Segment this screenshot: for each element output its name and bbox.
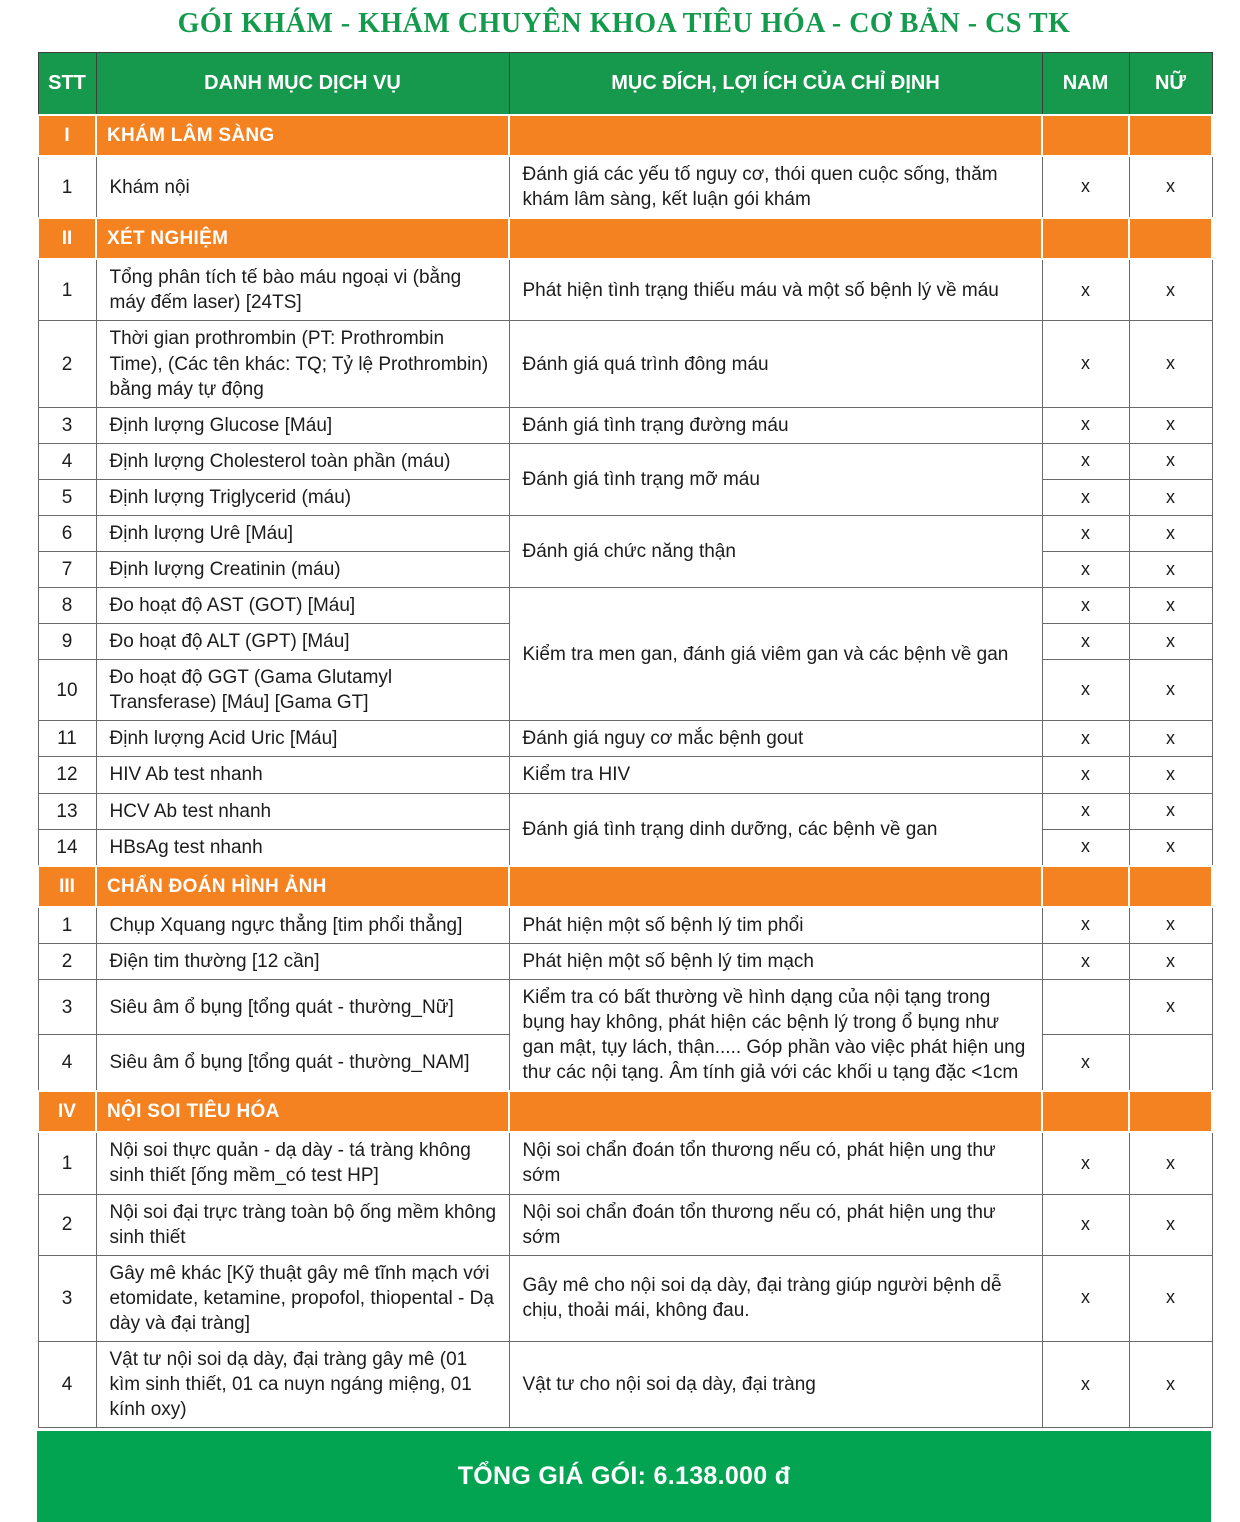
section-empty-cell xyxy=(1129,866,1212,907)
nu-mark-cell: x xyxy=(1129,721,1212,757)
stt-cell: 1 xyxy=(38,1132,96,1194)
table-body xyxy=(38,115,1212,1428)
service-name-cell: Vật tư nội soi dạ dày, đại tràng gây mê (01 kìm sinh thiết, 01 ca nuyn ngáng miệng, 01 kính oxy) xyxy=(96,1341,509,1427)
section-empty-cell xyxy=(1129,218,1212,259)
nam-mark-cell: x xyxy=(1042,829,1129,866)
service-name-cell: Gây mê khác [Kỹ thuật gây mê tĩnh mạch với etomidate, ketamine, propofol, thiopental - Dạ dày và đại tràng] xyxy=(96,1255,509,1341)
stt-cell: 10 xyxy=(38,660,96,721)
stt-cell: 8 xyxy=(38,588,96,624)
stt-cell: 7 xyxy=(38,552,96,588)
table-header-row xyxy=(38,53,1212,116)
nu-mark-cell: x xyxy=(1129,624,1212,660)
nam-mark-cell: x xyxy=(1042,624,1129,660)
section-name-cell: CHẨN ĐOÁN HÌNH ẢNH xyxy=(96,866,509,907)
nam-mark-cell: x xyxy=(1042,259,1129,321)
column-header-nam: NAM xyxy=(1042,53,1129,116)
package-table xyxy=(37,52,1213,1428)
purpose-cell: Phát hiện một số bệnh lý tim phổi xyxy=(509,907,1042,944)
stt-cell: 3 xyxy=(38,407,96,443)
nam-mark-cell: x xyxy=(1042,660,1129,721)
section-row xyxy=(38,115,1212,156)
nam-mark-cell: x xyxy=(1042,407,1129,443)
nam-mark-cell: x xyxy=(1042,1341,1129,1427)
stt-cell: 4 xyxy=(38,1035,96,1091)
total-price-text: TỔNG GIÁ GÓI: 6.138.000 đ xyxy=(457,1462,791,1491)
service-row xyxy=(38,1194,1212,1255)
service-name-cell: Định lượng Urê [Máu] xyxy=(96,515,509,551)
purpose-cell: Đánh giá các yếu tố nguy cơ, thói quen cuộc sống, thăm khám lâm sàng, kết luận gói khám xyxy=(509,156,1042,218)
stt-cell: 12 xyxy=(38,757,96,793)
service-row xyxy=(38,721,1212,757)
stt-cell: 11 xyxy=(38,721,96,757)
purpose-cell: Nội soi chẩn đoán tổn thương nếu có, phát hiện ung thư sớm xyxy=(509,1132,1042,1194)
nu-mark-cell: x xyxy=(1129,321,1212,407)
nu-mark-cell: x xyxy=(1129,259,1212,321)
nam-mark-cell: x xyxy=(1042,515,1129,551)
purpose-cell: Đánh giá quá trình đông máu xyxy=(509,321,1042,407)
purpose-cell: Vật tư cho nội soi dạ dày, đại tràng xyxy=(509,1341,1042,1427)
stt-cell: 1 xyxy=(38,156,96,218)
service-name-cell: Định lượng Acid Uric [Máu] xyxy=(96,721,509,757)
nu-mark-cell: x xyxy=(1129,660,1212,721)
service-row xyxy=(38,443,1212,479)
nam-mark-cell: x xyxy=(1042,943,1129,979)
service-row xyxy=(38,793,1212,829)
stt-cell: 2 xyxy=(38,1194,96,1255)
service-name-cell: Siêu âm ổ bụng [tổng quát - thường_Nữ] xyxy=(96,979,509,1035)
purpose-cell: Nội soi chẩn đoán tổn thương nếu có, phát hiện ung thư sớm xyxy=(509,1194,1042,1255)
page-title: GÓI KHÁM - KHÁM CHUYÊN KHOA TIÊU HÓA - CƠ BẢN - CS TK xyxy=(177,8,1071,39)
nu-mark-cell: x xyxy=(1129,552,1212,588)
section-numeral-cell: II xyxy=(38,218,96,259)
stt-cell: 1 xyxy=(38,259,96,321)
nu-mark-cell: x xyxy=(1129,407,1212,443)
nu-mark-cell: x xyxy=(1129,515,1212,551)
section-numeral-cell: IV xyxy=(38,1091,96,1132)
section-numeral-cell: I xyxy=(38,115,96,156)
nam-mark-cell: x xyxy=(1042,321,1129,407)
purpose-cell: Đánh giá nguy cơ mắc bệnh gout xyxy=(509,721,1042,757)
stt-cell: 4 xyxy=(38,443,96,479)
purpose-cell: Đánh giá tình trạng dinh dưỡng, các bệnh về gan xyxy=(509,793,1042,866)
service-name-cell: Đo hoạt độ ALT (GPT) [Máu] xyxy=(96,624,509,660)
service-name-cell: HIV Ab test nhanh xyxy=(96,757,509,793)
nam-mark-cell: x xyxy=(1042,1194,1129,1255)
service-name-cell: Điện tim thường [12 cần] xyxy=(96,943,509,979)
nu-mark-cell: x xyxy=(1129,1132,1212,1194)
nu-mark-cell: x xyxy=(1129,793,1212,829)
stt-cell: 1 xyxy=(38,907,96,944)
nu-mark-cell: x xyxy=(1129,1255,1212,1341)
service-name-cell: Định lượng Triglycerid (máu) xyxy=(96,479,509,515)
nu-mark-cell: x xyxy=(1129,979,1212,1035)
service-name-cell: Đo hoạt độ AST (GOT) [Máu] xyxy=(96,588,509,624)
column-header-nu: NỮ xyxy=(1129,53,1212,116)
section-empty-cell xyxy=(1129,1091,1212,1132)
nam-mark-cell: x xyxy=(1042,1255,1129,1341)
stt-cell: 13 xyxy=(38,793,96,829)
service-row xyxy=(38,1132,1212,1194)
section-empty-cell xyxy=(509,1091,1042,1132)
service-name-cell: Siêu âm ổ bụng [tổng quát - thường_NAM] xyxy=(96,1035,509,1091)
service-name-cell: Khám nội xyxy=(96,156,509,218)
nu-mark-cell: x xyxy=(1129,156,1212,218)
nam-mark-cell: x xyxy=(1042,552,1129,588)
service-row xyxy=(38,588,1212,624)
section-row xyxy=(38,1091,1212,1132)
stt-cell: 9 xyxy=(38,624,96,660)
service-row xyxy=(38,156,1212,218)
nam-mark-cell: x xyxy=(1042,793,1129,829)
stt-cell: 14 xyxy=(38,829,96,866)
nu-mark-cell: x xyxy=(1129,829,1212,866)
nam-mark-cell: x xyxy=(1042,1035,1129,1091)
service-name-cell: Chụp Xquang ngực thẳng [tim phổi thẳng] xyxy=(96,907,509,944)
purpose-cell: Đánh giá tình trạng mỡ máu xyxy=(509,443,1042,515)
nam-mark-cell: x xyxy=(1042,479,1129,515)
section-row xyxy=(38,218,1212,259)
service-row xyxy=(38,515,1212,551)
purpose-cell: Kiểm tra men gan, đánh giá viêm gan và các bệnh về gan xyxy=(509,588,1042,721)
section-empty-cell xyxy=(1042,1091,1129,1132)
service-row xyxy=(38,907,1212,944)
nu-mark-cell: x xyxy=(1129,479,1212,515)
nam-mark-cell: x xyxy=(1042,1132,1129,1194)
section-empty-cell xyxy=(509,218,1042,259)
service-name-cell: Nội soi đại trực tràng toàn bộ ống mềm không sinh thiết xyxy=(96,1194,509,1255)
service-row xyxy=(38,1255,1212,1341)
section-name-cell: XÉT NGHIỆM xyxy=(96,218,509,259)
section-name-cell: KHÁM LÂM SÀNG xyxy=(96,115,509,156)
service-name-cell: Định lượng Cholesterol toàn phần (máu) xyxy=(96,443,509,479)
service-name-cell: Định lượng Glucose [Máu] xyxy=(96,407,509,443)
section-empty-cell xyxy=(1042,866,1129,907)
purpose-cell: Phát hiện tình trạng thiếu máu và một số bệnh lý về máu xyxy=(509,259,1042,321)
nu-mark-cell: x xyxy=(1129,443,1212,479)
nu-mark-cell: x xyxy=(1129,907,1212,944)
purpose-cell: Gây mê cho nội soi dạ dày, đại tràng giúp người bệnh dễ chịu, thoải mái, không đau. xyxy=(509,1255,1042,1341)
stt-cell: 2 xyxy=(38,943,96,979)
section-empty-cell xyxy=(1129,115,1212,156)
nu-mark-cell: x xyxy=(1129,1341,1212,1427)
service-row xyxy=(38,407,1212,443)
nam-mark-cell: x xyxy=(1042,757,1129,793)
nam-mark-cell: x xyxy=(1042,443,1129,479)
section-empty-cell xyxy=(509,115,1042,156)
nam-mark-cell: x xyxy=(1042,588,1129,624)
nu-mark-cell: x xyxy=(1129,943,1212,979)
service-row xyxy=(38,321,1212,407)
stt-cell: 3 xyxy=(38,1255,96,1341)
stt-cell: 5 xyxy=(38,479,96,515)
section-name-cell: NỘI SOI TIÊU HÓA xyxy=(96,1091,509,1132)
nu-mark-cell xyxy=(1129,1035,1212,1091)
nam-mark-cell: x xyxy=(1042,721,1129,757)
total-price-bar xyxy=(37,1431,1211,1522)
service-name-cell: HCV Ab test nhanh xyxy=(96,793,509,829)
purpose-cell: Đánh giá chức năng thận xyxy=(509,515,1042,587)
nu-mark-cell: x xyxy=(1129,1194,1212,1255)
service-name-cell: HBsAg test nhanh xyxy=(96,829,509,866)
service-name-cell: Định lượng Creatinin (máu) xyxy=(96,552,509,588)
service-name-cell: Đo hoạt độ GGT (Gama Glutamyl Transferase) [Máu] [Gama GT] xyxy=(96,660,509,721)
service-row xyxy=(38,1341,1212,1427)
service-row xyxy=(38,979,1212,1035)
purpose-cell: Kiểm tra HIV xyxy=(509,757,1042,793)
stt-cell: 3 xyxy=(38,979,96,1035)
section-numeral-cell: III xyxy=(38,866,96,907)
section-empty-cell xyxy=(1042,218,1129,259)
service-name-cell: Thời gian prothrombin (PT: Prothrombin Time), (Các tên khác: TQ; Tỷ lệ Prothrombin) bằng máy tự động xyxy=(96,321,509,407)
nam-mark-cell: x xyxy=(1042,156,1129,218)
page xyxy=(37,0,1211,1522)
nam-mark-cell xyxy=(1042,979,1129,1035)
purpose-cell: Kiểm tra có bất thường về hình dạng của nội tạng trong bụng hay không, phát hiện các bệnh lý trong ổ bụng như gan mật, tụy lách, thận..... Góp phần vào việc phát hiện ung thư các nội tạng. Âm tính giả với các khối u tạng đặc <1cm xyxy=(509,979,1042,1091)
nam-mark-cell: x xyxy=(1042,907,1129,944)
column-header-purpose: MỤC ĐÍCH, LỢI ÍCH CỦA CHỈ ĐỊNH xyxy=(509,53,1042,116)
purpose-cell: Phát hiện một số bệnh lý tim mạch xyxy=(509,943,1042,979)
section-row xyxy=(38,866,1212,907)
nu-mark-cell: x xyxy=(1129,588,1212,624)
service-name-cell: Nội soi thực quản - dạ dày - tá tràng không sinh thiết [ống mềm_có test HP] xyxy=(96,1132,509,1194)
stt-cell: 4 xyxy=(38,1341,96,1427)
nu-mark-cell: x xyxy=(1129,757,1212,793)
column-header-service: DANH MỤC DỊCH VỤ xyxy=(96,53,509,116)
service-row xyxy=(38,259,1212,321)
service-name-cell: Tổng phân tích tế bào máu ngoại vi (bằng máy đếm laser) [24TS] xyxy=(96,259,509,321)
purpose-cell: Đánh giá tình trạng đường máu xyxy=(509,407,1042,443)
section-empty-cell xyxy=(1042,115,1129,156)
service-row xyxy=(38,757,1212,793)
stt-cell: 2 xyxy=(38,321,96,407)
column-header-stt: STT xyxy=(38,53,96,116)
stt-cell: 6 xyxy=(38,515,96,551)
service-row xyxy=(38,943,1212,979)
section-empty-cell xyxy=(509,866,1042,907)
